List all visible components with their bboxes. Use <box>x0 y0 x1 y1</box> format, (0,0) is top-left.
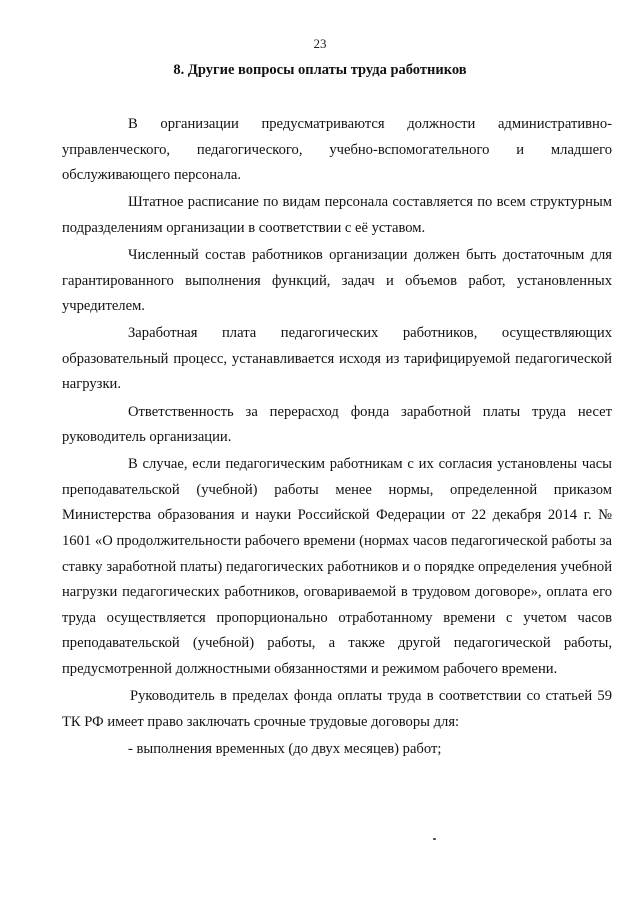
paragraph: Руководитель в пределах фонда оплаты труда в соответствии со статьей 59 ТК РФ имеет право заключать срочные трудовые договоры для: <box>62 688 612 730</box>
paragraph: Ответственность за перерасход фонда заработной платы труда несет руководитель организации. <box>62 403 612 446</box>
scan-speck <box>433 838 436 840</box>
paragraph: В случае, если педагогическим работникам с их согласия установлены часы преподавательской (учебной) работы менее нормы, определенной приказом Министерства образования и науки Российской Федерации от 22 декабря 2014 г. № 1601 «О продолжительности рабочего времени (нормах часов педагогической работы за ставку заработной платы) педагогических работников и о порядке определения учебной нагрузки педагогических работников, оговариваемой в трудовом договоре», оплата его труда осуществляется пропорционально отработанному времени с учетом часов преподавательской (учебной) работы, а также другой педагогической работы, предусмотренной должностными обязанностями и режимом рабочего времени. <box>62 456 612 677</box>
paragraph: Численный состав работников организации должен быть достаточным для гарантированного выполнения функций, задач и объемов работ, установленных учредителем. <box>62 246 612 315</box>
list-item: - выполнения временных (до двух месяцев) работ; <box>128 740 442 757</box>
page-number: 23 <box>313 36 327 51</box>
section-heading: 8. Другие вопросы оплаты труда работников <box>173 62 467 78</box>
paragraph: В организации предусматриваются должности административно-управленческого, педагогического, учебно-вспомогательного и младшего обслуживающего персонала. <box>62 116 612 184</box>
paragraph: Заработная плата педагогических работников, осуществляющих образовательный процесс, устанавливается исходя из тарифицируемой педагогической нагрузки. <box>62 325 612 393</box>
paragraph: Штатное расписание по видам персонала составляется по всем структурным подразделениям организации в соответствии с её уставом. <box>62 194 612 236</box>
document-body <box>62 112 612 764</box>
